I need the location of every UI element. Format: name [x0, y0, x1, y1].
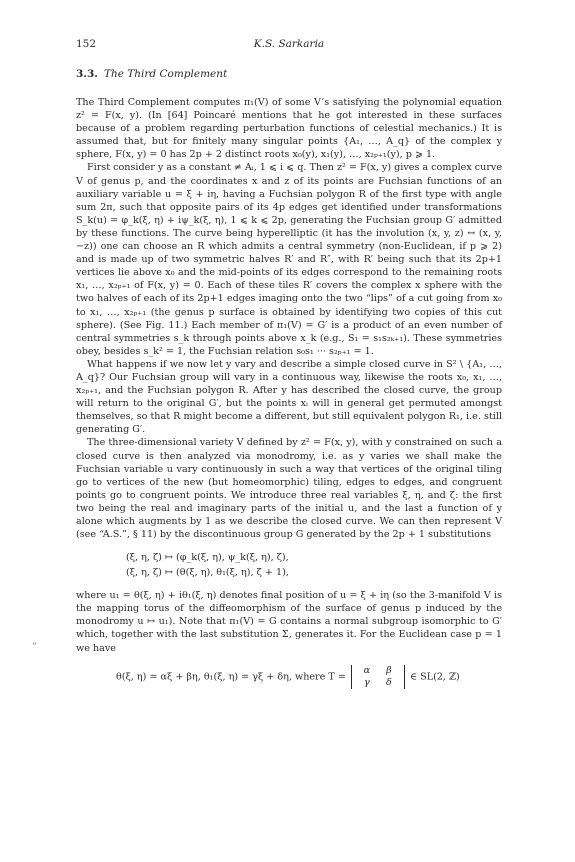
- equation-3-tail: ∈ SL(2, ℤ): [409, 671, 460, 683]
- body-text: [76, 96, 502, 689]
- equation-3: [76, 665, 502, 689]
- substitution-equations: [126, 550, 502, 580]
- matrix-T: [351, 665, 405, 689]
- page-number: 152: [76, 38, 97, 50]
- matrix-b: β: [386, 664, 392, 676]
- paragraph-3: What happens if we now let y vary and describe a simple closed curve in S² \ {A₁, …, A_q}? Our Fuchsian group will vary in a continuous way, likewise the roots x₀, x₁, …, x₂ₚ₊₁, and the Fuchsian polygon R. After y has described the closed curve, the group will return to the original G′, but the points xᵢ will in general get permuted amongst themselves, so that R might become a different, but still equivalent polygon R₁, i.e. still generating G′.: [76, 358, 502, 436]
- section-title: The Third Complement: [103, 68, 228, 80]
- equation-2: (ξ, η, ζ) ↦ (θ(ξ, η), θ₁(ξ, η), ζ + 1),: [126, 567, 289, 579]
- paragraph-4: The three-dimensional variety V defined by z² = F(x, y), with y constrained on such a closed curve is then analyzed via monodromy, i.e. as y varies we shall make the Fuchsian variable u vary continuously in such a way that vertices of the original tiling go to vertices of the new (but homeomorphic) tiling, edges to edges, and congruent points go to congruent points. We introduce three real variables ξ, η, and ζ: the first two being the real and imaginary parts of the initial u, and the last a function of y alone which augments by 1 as we describe the closed curve. We can then represent V (see “A.S.”, § 11) by the discontinuous group G generated by the 2p + 1 substitutions: [76, 437, 502, 541]
- equation-3-text: θ(ξ, η) = αξ + βη, θ₁(ξ, η) = γξ + δη, where T =: [116, 671, 346, 683]
- section-number: 3.3.: [76, 68, 98, 80]
- paragraph-5: where u₁ = θ(ξ, η) + iθ₁(ξ, η) denotes final position of u = ξ + iη (so the 3-manifold V is the mapping torus of the diffeomorphism of the surface of genus p induced by the monodromy u ↦ u₁). Note that π₁(V) = G contains a normal subgroup isomorphic to G′ which, together with the last substitution Σ, generates it. For the Euclidean case p = 1 we have: [76, 590, 502, 654]
- matrix-a: α: [363, 664, 371, 676]
- paragraph-1: The Third Complement computes π₁(V) of some V’s satisfying the polynomial equation z² = F(x, y). (In [64] Poincaré mentions that he got interested in these surfaces because of a problem regarding perturbation functions of celestial mechanics.) It is assumed that, but for finitely many singular points {A₁, …, A_q} of the complex y sphere, F(x, y) = 0 has 2p + 2 distinct roots x₀(y), x₁(y), …, x₂ₚ₊₁(y), p ⩾ 1.: [76, 97, 502, 161]
- paragraph-2: First consider y as a constant ≠ Aᵢ, 1 ⩽ i ⩽ q. Then z² = F(x, y) gives a complex curve V of genus p, and the coordinates x and z of its points are Fuchsian functions of an auxiliary variable u = ξ + iη, having a Fuchsian polygon R of the first type with angle sum 2π, such that opposite pairs of its 4p edges get identified under transformations S_k(u) = φ_k(ξ, η) + iψ_k(ξ, η), 1 ⩽ k ⩽ 2p, generating the Fuchsian group G′ admitted by these functions. The curve being hyperelliptic (it has the involution (x, y, z) ↔ (x, y, −z)) one can choose an R which admits a central symmetry (non-Euclidean, if p ⩾ 2) and is made up of two symmetric halves R′ and R″, with R′ being such that its 2p+1 vertices lie above x₀ and the mid-points of its edges correspond to the remaining roots x₁, …, x₂ₚ₊₁ of F(x, y) = 0. Each of these tiles R′ covers the complex x sphere with the two halves of each of its 2p+1 edges imaging onto the two “lips” of a cut going from x₀ to x₁, …, x₂ₚ₊₁ (the genus p surface is obtained by identifying two copies of this cut sphere). (See Fig. 11.) Each member of π₁(V) = G′ is a product of an even number of central symmetries s_k through points above x_k (e.g., S₁ = s₁s₂ₖ₊₁). These symmetries obey, besides s_k² = 1, the Fuchsian relation s₀s₁ ··· s₂ₚ₊₁ = 1.: [76, 162, 503, 357]
- running-author: K.S. Sarkaria: [253, 38, 325, 50]
- matrix-c: γ: [364, 676, 370, 688]
- running-header: [76, 38, 502, 54]
- section-heading: [76, 68, 502, 80]
- equation-1: (ξ, η, ζ) ↦ (φ_k(ξ, η), ψ_k(ξ, η), ζ),: [126, 552, 289, 564]
- margin-mark: “: [32, 642, 37, 652]
- matrix-d: δ: [386, 676, 392, 688]
